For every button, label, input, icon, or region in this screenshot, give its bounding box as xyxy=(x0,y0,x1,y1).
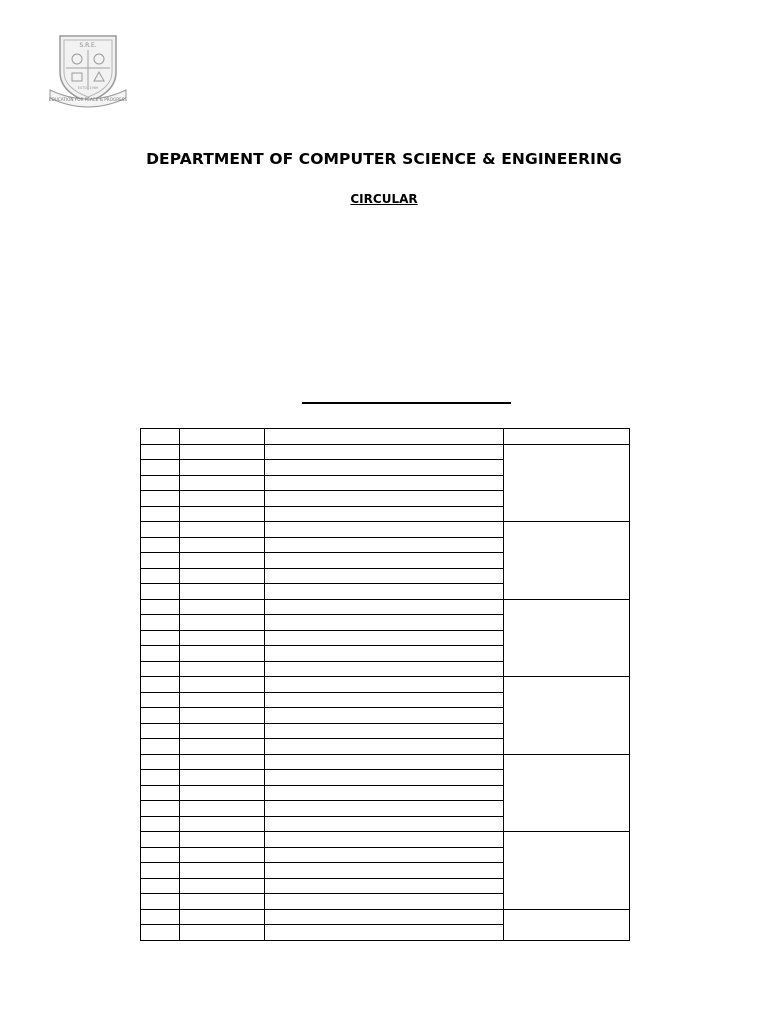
cell-regno xyxy=(180,909,265,925)
cell-sno xyxy=(141,553,180,569)
cell-name xyxy=(265,491,504,507)
cell-regno xyxy=(180,739,265,755)
cell-regno xyxy=(180,754,265,770)
roster-table-body xyxy=(141,429,630,941)
cell-regno xyxy=(180,553,265,569)
cell-regno xyxy=(180,801,265,817)
cell-name xyxy=(265,646,504,662)
cell-regno xyxy=(180,692,265,708)
cell-regno xyxy=(180,444,265,460)
cell-name xyxy=(265,522,504,538)
cell-sno xyxy=(141,878,180,894)
cell-sno xyxy=(141,770,180,786)
cell-regno xyxy=(180,832,265,848)
cell-regno xyxy=(180,677,265,693)
cell-name xyxy=(265,863,504,879)
cell-regno xyxy=(180,646,265,662)
cell-sno xyxy=(141,599,180,615)
cell-sno xyxy=(141,646,180,662)
cell-group-merged xyxy=(504,599,630,677)
cell-regno xyxy=(180,925,265,941)
cell-name xyxy=(265,816,504,832)
cell-regno xyxy=(180,630,265,646)
cell-sno xyxy=(141,584,180,600)
cell-sno xyxy=(141,661,180,677)
cell-sno xyxy=(141,491,180,507)
cell-group-merged xyxy=(504,832,630,910)
cell-sno xyxy=(141,475,180,491)
cell-name xyxy=(265,677,504,693)
logo-year-text: ESTD. 1969 xyxy=(77,86,99,90)
cell-sno xyxy=(141,723,180,739)
cell-regno xyxy=(180,568,265,584)
cell-regno xyxy=(180,770,265,786)
college-crest-icon xyxy=(46,26,130,110)
cell-name xyxy=(265,847,504,863)
table-row xyxy=(141,522,630,538)
cell-regno xyxy=(180,584,265,600)
cell-regno xyxy=(180,615,265,631)
cell-sno xyxy=(141,816,180,832)
cell-sno xyxy=(141,692,180,708)
cell-name xyxy=(265,785,504,801)
cell-sno xyxy=(141,444,180,460)
cell-name xyxy=(265,739,504,755)
table-row xyxy=(141,909,630,925)
college-logo xyxy=(46,26,130,110)
signature-line xyxy=(302,402,511,404)
cell-name xyxy=(265,444,504,460)
cell-sno xyxy=(141,909,180,925)
cell-sno xyxy=(141,739,180,755)
logo-top-text: S.R.E. xyxy=(79,42,97,49)
cell-group-merged xyxy=(504,522,630,600)
cell-sno xyxy=(141,785,180,801)
table-row xyxy=(141,599,630,615)
cell-regno xyxy=(180,816,265,832)
cell-regno xyxy=(180,475,265,491)
header-cell-regno xyxy=(180,429,265,445)
circular-heading: CIRCULAR xyxy=(350,192,418,206)
cell-regno xyxy=(180,491,265,507)
cell-name xyxy=(265,615,504,631)
cell-group-merged xyxy=(504,677,630,755)
cell-name xyxy=(265,708,504,724)
cell-name xyxy=(265,909,504,925)
cell-name xyxy=(265,723,504,739)
cell-regno xyxy=(180,863,265,879)
cell-sno xyxy=(141,677,180,693)
cell-sno xyxy=(141,568,180,584)
cell-sno xyxy=(141,615,180,631)
cell-name xyxy=(265,553,504,569)
cell-name xyxy=(265,475,504,491)
cell-sno xyxy=(141,832,180,848)
cell-regno xyxy=(180,723,265,739)
cell-regno xyxy=(180,847,265,863)
cell-name xyxy=(265,832,504,848)
cell-name xyxy=(265,925,504,941)
cell-regno xyxy=(180,506,265,522)
cell-name xyxy=(265,754,504,770)
cell-name xyxy=(265,878,504,894)
cell-name xyxy=(265,584,504,600)
cell-name xyxy=(265,460,504,476)
table-row xyxy=(141,832,630,848)
cell-regno xyxy=(180,522,265,538)
table-header-row xyxy=(141,429,630,445)
table-row xyxy=(141,444,630,460)
cell-regno xyxy=(180,599,265,615)
cell-name xyxy=(265,692,504,708)
cell-name xyxy=(265,599,504,615)
header-cell-remarks xyxy=(504,429,630,445)
cell-regno xyxy=(180,785,265,801)
cell-regno xyxy=(180,661,265,677)
cell-name xyxy=(265,770,504,786)
cell-name xyxy=(265,506,504,522)
cell-sno xyxy=(141,847,180,863)
cell-regno xyxy=(180,878,265,894)
cell-name xyxy=(265,801,504,817)
cell-group-merged xyxy=(504,444,630,522)
table-row xyxy=(141,677,630,693)
cell-name xyxy=(265,894,504,910)
cell-regno xyxy=(180,537,265,553)
department-title: DEPARTMENT OF COMPUTER SCIENCE & ENGINEERING xyxy=(146,150,622,168)
cell-sno xyxy=(141,630,180,646)
cell-sno xyxy=(141,863,180,879)
cell-name xyxy=(265,630,504,646)
cell-group-merged xyxy=(504,909,630,940)
cell-name xyxy=(265,568,504,584)
cell-regno xyxy=(180,708,265,724)
roster-table xyxy=(140,428,630,941)
cell-regno xyxy=(180,460,265,476)
cell-sno xyxy=(141,506,180,522)
cell-sno xyxy=(141,537,180,553)
cell-name xyxy=(265,661,504,677)
cell-name xyxy=(265,537,504,553)
header-cell-sno xyxy=(141,429,180,445)
cell-sno xyxy=(141,925,180,941)
table-row xyxy=(141,754,630,770)
cell-sno xyxy=(141,754,180,770)
header-cell-name xyxy=(265,429,504,445)
logo-ribbon-text: EDUCATION FOR PEACE & PROGRESS xyxy=(48,97,128,102)
cell-sno xyxy=(141,460,180,476)
cell-sno xyxy=(141,708,180,724)
cell-sno xyxy=(141,894,180,910)
cell-group-merged xyxy=(504,754,630,832)
cell-sno xyxy=(141,801,180,817)
cell-regno xyxy=(180,894,265,910)
cell-sno xyxy=(141,522,180,538)
